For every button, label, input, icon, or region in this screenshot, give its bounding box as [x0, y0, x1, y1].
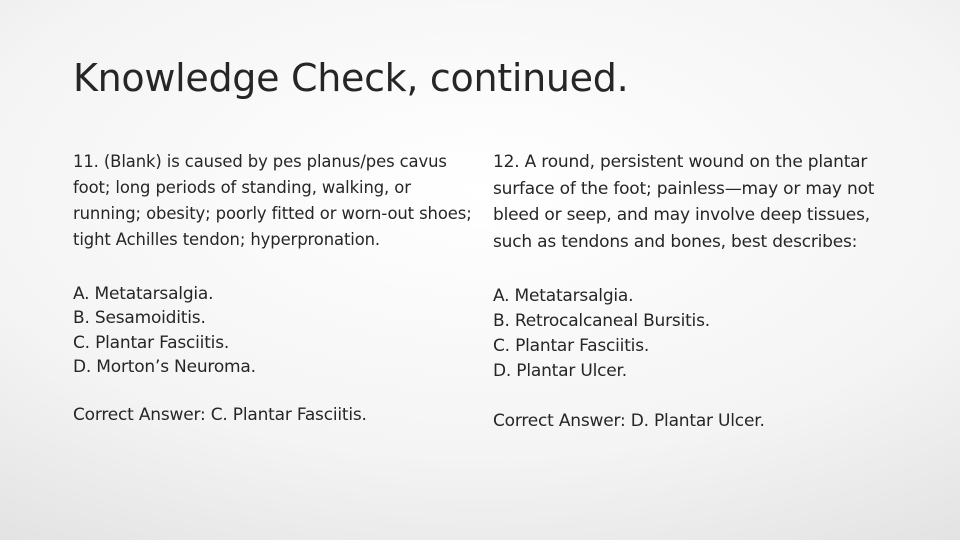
question-11-option-c: C. Plantar Fasciitis.: [73, 332, 230, 353]
question-11-answer: Correct Answer: C. Plantar Fasciitis.: [73, 405, 367, 426]
question-12-options: [493, 284, 893, 384]
question-11-option-a: A. Metatarsalgia.: [73, 284, 214, 304]
question-11-column: [73, 149, 483, 425]
question-12-column: [493, 149, 893, 431]
question-11-options: [73, 282, 483, 379]
question-12-answer: Correct Answer: D. Plantar Ulcer.: [493, 411, 765, 432]
question-12-option-c: C. Plantar Fasciitis.: [493, 336, 650, 357]
slide-title: Knowledge Check, continued.: [73, 56, 629, 100]
question-12-option-b: B. Retrocalcaneal Bursitis.: [493, 311, 710, 332]
question-11-text: 11. (Blank) is caused by pes planus/pes cavus foot; long periods of standing, walking, or running; obesity; poorly fitted or worn-out shoes; tight Achilles tendon; hyperpronation.: [73, 152, 472, 249]
question-12-text: 12. A round, persistent wound on the plantar surface of the foot; painless—may or may not bleed or seep, and may involve deep tissues, such as tendons and bones, best describes:: [493, 152, 875, 252]
question-11-option-d: D. Morton’s Neuroma.: [73, 356, 256, 377]
question-11-option-b: B. Sesamoiditis.: [73, 308, 206, 329]
question-12-option-a: A. Metatarsalgia.: [493, 286, 634, 307]
question-12-option-d: D. Plantar Ulcer.: [493, 361, 627, 382]
